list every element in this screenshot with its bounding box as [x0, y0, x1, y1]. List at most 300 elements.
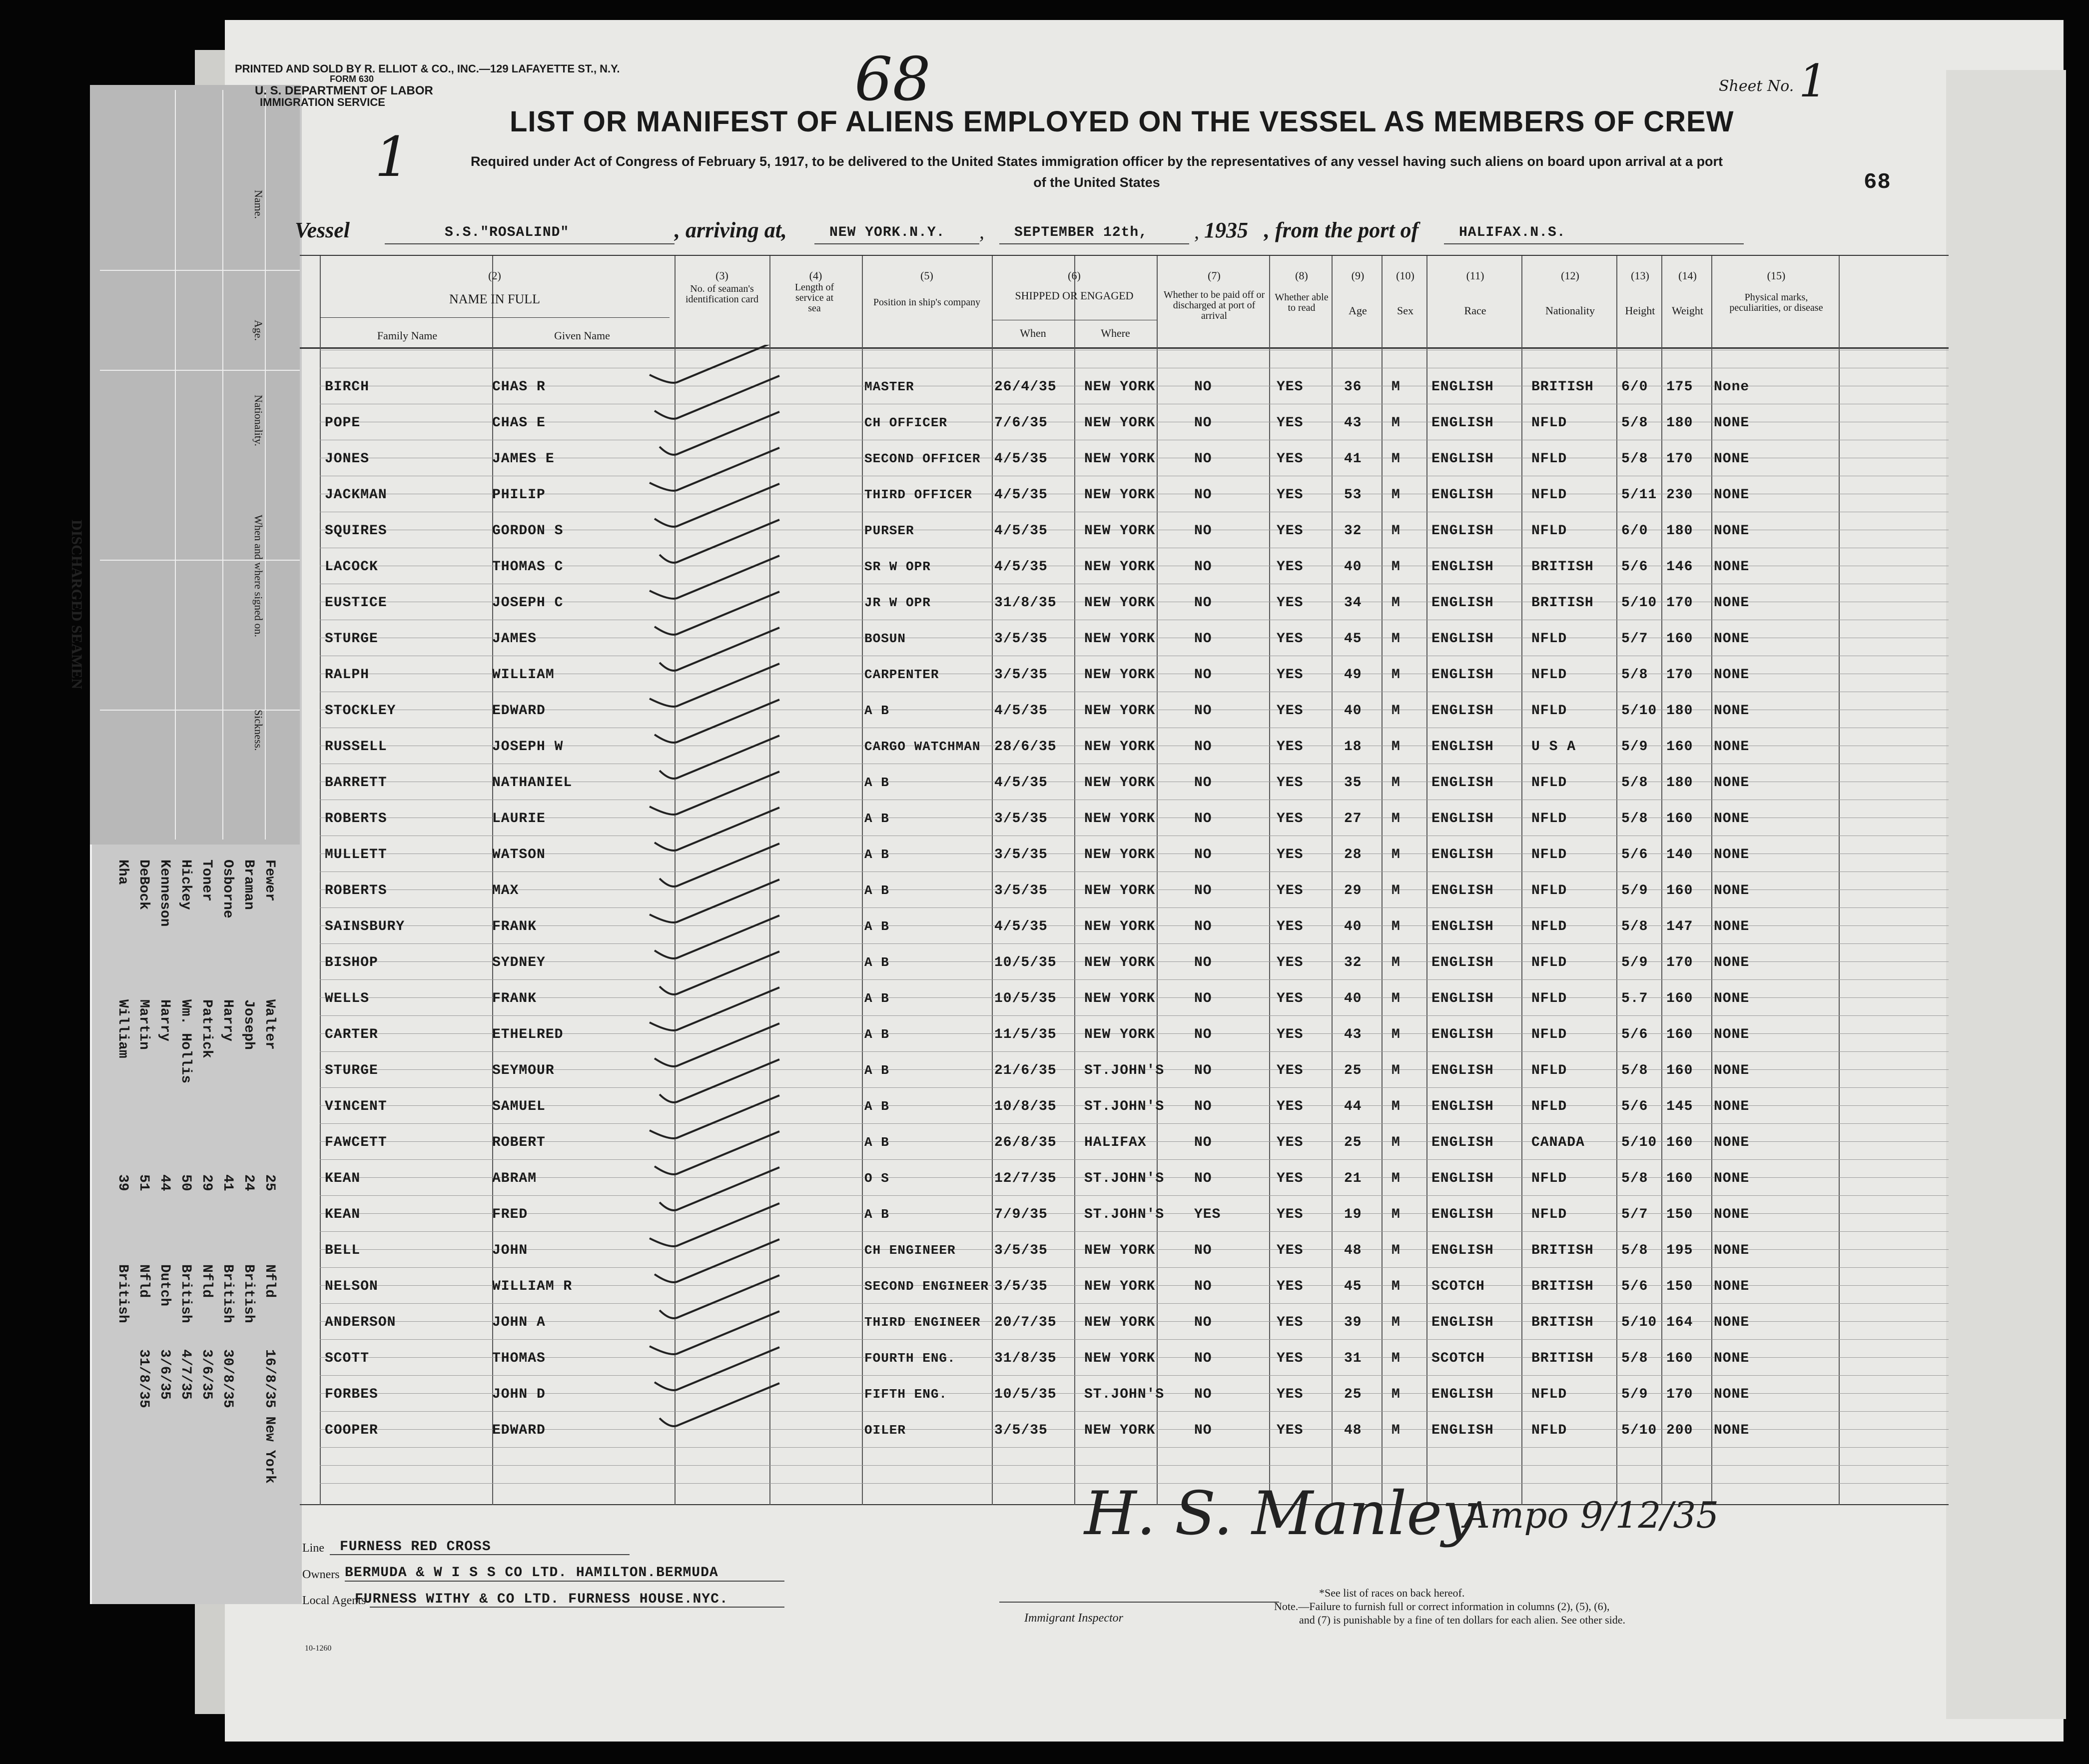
cell-shipped-where: NEW YORK [1084, 1351, 1156, 1366]
cell-height: 5/8 [1621, 919, 1648, 934]
cell-height: 5/6 [1621, 1027, 1648, 1042]
origin-port: HALIFAX.N.S. [1459, 225, 1566, 240]
cell-able-to-read: YES [1277, 487, 1304, 503]
cell-sex: M [1392, 703, 1400, 719]
cell-height: 5/8 [1621, 667, 1648, 683]
cell-shipped-where: NEW YORK [1084, 775, 1156, 791]
cell-shipped-where: NEW YORK [1084, 1243, 1156, 1258]
column-rule [320, 256, 321, 1505]
cell-paid-off: NO [1194, 775, 1212, 791]
note-line-2: and (7) is punishable by a fine of ten dollars for each alien. See other side. [1299, 1614, 1626, 1626]
cell-height: 5/6 [1621, 559, 1648, 575]
cell-able-to-read: YES [1277, 1351, 1304, 1366]
cell-height: 5/8 [1621, 1171, 1648, 1186]
cell-position: CH OFFICER [864, 415, 948, 430]
cell-weight: 180 [1666, 703, 1693, 719]
col-when: When [1020, 327, 1046, 339]
cell-height: 5/10 [1621, 1423, 1657, 1438]
cell-shipped-when: 4/5/35 [994, 487, 1048, 503]
cell-physical-marks: NONE [1714, 811, 1750, 827]
cell-sex: M [1392, 487, 1400, 503]
strip-entry-text: 31/8/35 [136, 1349, 151, 1408]
cell-shipped-when: 20/7/35 [994, 1315, 1057, 1330]
cell-position: A B [864, 1027, 889, 1042]
cell-paid-off: NO [1194, 667, 1212, 683]
cell-given-name: ROBERT [492, 1135, 546, 1150]
cell-position: BOSUN [864, 631, 906, 646]
strip-col-nationality: Nationality. [252, 395, 265, 447]
cell-paid-off: NO [1194, 559, 1212, 575]
vessel-underline [385, 243, 675, 244]
cell-nationality: NFLD [1531, 667, 1567, 683]
cell-paid-off: NO [1194, 1351, 1212, 1366]
cell-shipped-when: 3/5/35 [994, 631, 1048, 647]
cell-age: 36 [1344, 379, 1362, 395]
strip-entry [199, 1174, 231, 1191]
cell-sex: M [1392, 883, 1400, 898]
cell-given-name: JOSEPH W [492, 739, 564, 755]
cell-family-name: JONES [325, 451, 370, 467]
strip-entry-text: Fewer [262, 860, 277, 902]
agents-value: FURNESS WITHY & CO LTD. FURNESS HOUSE.NYC. [355, 1592, 728, 1607]
cell-race: ENGLISH [1431, 631, 1494, 647]
cell-sex: M [1392, 991, 1400, 1006]
cell-position: MASTER [864, 379, 914, 394]
strip-entry-text: 51 [136, 1174, 151, 1191]
cell-able-to-read: YES [1277, 883, 1304, 898]
sheet-number: 1 [1799, 55, 1828, 107]
strip-entry-text: 3/6/35 [157, 1349, 172, 1400]
cell-race: SCOTCH [1431, 1279, 1485, 1294]
cell-family-name: FORBES [325, 1387, 378, 1402]
cell-age: 32 [1344, 523, 1362, 539]
cell-physical-marks: NONE [1714, 919, 1750, 934]
cell-shipped-when: 4/5/35 [994, 703, 1048, 719]
cell-height: 5/9 [1621, 955, 1648, 970]
column-rule [1711, 256, 1712, 1505]
row-rule [320, 1123, 1949, 1124]
cell-weight: 180 [1666, 775, 1693, 791]
cell-paid-off: YES [1194, 1207, 1221, 1222]
strip-entry-text: Toner [199, 860, 214, 902]
col-nationality: Nationality [1545, 304, 1595, 317]
cell-family-name: VINCENT [325, 1099, 387, 1114]
cell-race: ENGLISH [1431, 415, 1494, 431]
cell-paid-off: NO [1194, 1135, 1212, 1150]
cell-given-name: NATHANIEL [492, 775, 573, 791]
cell-nationality: NFLD [1531, 1207, 1567, 1222]
cell-position: FIFTH ENG. [864, 1387, 948, 1402]
cell-family-name: STURGE [325, 1063, 378, 1078]
cell-paid-off: NO [1194, 1279, 1212, 1294]
discharged-stamp: DISCHARGED SEAMEN [68, 520, 85, 690]
col-height: Height [1625, 304, 1655, 317]
cell-nationality: CANADA [1531, 1135, 1585, 1150]
cell-able-to-read: YES [1277, 1135, 1304, 1150]
cell-weight: 160 [1666, 1135, 1693, 1150]
cell-physical-marks: NONE [1714, 595, 1750, 611]
cell-family-name: ROBERTS [325, 811, 387, 827]
cell-given-name: JOHN [492, 1243, 528, 1258]
owners-underline [345, 1581, 784, 1582]
col-physical-marks: Physical marks, peculiarities, or disease [1729, 292, 1823, 313]
col-name-in-full: NAME IN FULL [449, 292, 540, 306]
strip-entry-text: Martin [136, 999, 151, 1050]
cell-shipped-where: NEW YORK [1084, 631, 1156, 647]
cell-family-name: CARTER [325, 1027, 378, 1042]
id-card-checkmarks [630, 345, 839, 1504]
cell-paid-off: NO [1194, 919, 1212, 934]
strip-entry-text: 50 [178, 1174, 193, 1191]
col-seaman-id: No. of seaman's identification card [685, 283, 759, 305]
cell-able-to-read: YES [1277, 451, 1304, 467]
cell-physical-marks: NONE [1714, 559, 1750, 575]
arrival-year: 1935 [1204, 218, 1248, 242]
cell-age: 44 [1344, 1099, 1362, 1114]
cell-height: 5/10 [1621, 1315, 1657, 1330]
cell-able-to-read: YES [1277, 1315, 1304, 1330]
col-age: Age [1349, 304, 1367, 317]
cell-age: 25 [1344, 1387, 1362, 1402]
cell-shipped-where: NEW YORK [1084, 883, 1156, 898]
cell-physical-marks: NONE [1714, 667, 1750, 683]
cell-shipped-when: 21/6/35 [994, 1063, 1057, 1078]
cell-shipped-where: NEW YORK [1084, 919, 1156, 934]
races-note: *See list of races on back hereof. [1319, 1587, 1465, 1599]
cell-race: ENGLISH [1431, 559, 1494, 575]
cell-position: CARPENTER [864, 667, 939, 682]
cell-race: SCOTCH [1431, 1351, 1485, 1366]
cell-paid-off: NO [1194, 847, 1212, 863]
cell-nationality: BRITISH [1531, 379, 1594, 395]
cell-weight: 160 [1666, 811, 1693, 827]
cell-physical-marks: NONE [1714, 991, 1750, 1006]
cell-shipped-when: 3/5/35 [994, 1243, 1048, 1258]
cell-family-name: WELLS [325, 991, 370, 1006]
cell-age: 40 [1344, 703, 1362, 719]
cell-able-to-read: YES [1277, 1099, 1304, 1114]
cell-able-to-read: YES [1277, 667, 1304, 683]
cell-position: SR W OPR [864, 559, 931, 574]
cell-sex: M [1392, 919, 1400, 934]
cell-sex: M [1392, 1027, 1400, 1042]
col-13-number: (13) [1631, 269, 1649, 282]
cell-age: 49 [1344, 667, 1362, 683]
cell-family-name: EUSTICE [325, 595, 387, 611]
cell-paid-off: NO [1194, 595, 1212, 611]
cell-age: 48 [1344, 1243, 1362, 1258]
cell-nationality: BRITISH [1531, 1243, 1594, 1258]
checkmark [650, 345, 779, 383]
cell-height: 5/6 [1621, 847, 1648, 863]
cell-sex: M [1392, 559, 1400, 575]
strip-entry [136, 1174, 168, 1191]
cell-physical-marks: NONE [1714, 1243, 1750, 1258]
cell-height: 6/0 [1621, 379, 1648, 395]
cell-given-name: SEYMOUR [492, 1063, 555, 1078]
cell-race: ENGLISH [1431, 1207, 1494, 1222]
cell-sex: M [1392, 415, 1400, 431]
cell-nationality: NFLD [1531, 1027, 1567, 1042]
cell-physical-marks: NONE [1714, 451, 1750, 467]
signature-date: Ampo 9/12/35 [1464, 1494, 1719, 1536]
cell-sex: M [1392, 1315, 1400, 1330]
cell-age: 43 [1344, 1027, 1362, 1042]
sheet-label: Sheet No. [1719, 77, 1794, 95]
cell-family-name: STOCKLEY [325, 703, 396, 719]
strip-entry-text: 30/8/35 [220, 1349, 235, 1408]
cell-family-name: FAWCETT [325, 1135, 387, 1150]
cell-weight: 160 [1666, 1027, 1693, 1042]
cell-shipped-when: 12/7/35 [994, 1171, 1057, 1186]
strip-entry-text: Dutch [157, 1264, 172, 1307]
strip-entry-text: 25 [262, 1174, 277, 1191]
cell-given-name: SAMUEL [492, 1099, 546, 1114]
row-rule [320, 1375, 1949, 1376]
col-4-number: (4) [809, 269, 822, 282]
comma-2: , [1194, 220, 1199, 243]
table-top-rule [300, 255, 1949, 256]
cell-nationality: NFLD [1531, 883, 1567, 898]
cell-physical-marks: NONE [1714, 415, 1750, 431]
cell-weight: 170 [1666, 451, 1693, 467]
cell-given-name: WILLIAM [492, 667, 555, 683]
cell-age: 18 [1344, 739, 1362, 755]
cell-given-name: PHILIP [492, 487, 546, 503]
col-paid-off: Whether to be paid off or discharged at port of arrival [1163, 289, 1265, 321]
cell-nationality: NFLD [1531, 1063, 1567, 1078]
cell-sex: M [1392, 1099, 1400, 1114]
cell-shipped-when: 10/5/35 [994, 1387, 1057, 1402]
cell-shipped-where: NEW YORK [1084, 559, 1156, 575]
cell-able-to-read: YES [1277, 631, 1304, 647]
strip-entry [178, 1174, 210, 1191]
strip-entry-text: Walter [262, 999, 277, 1050]
cell-shipped-where: ST.JOHN'S [1084, 1207, 1165, 1222]
col-9-number: (9) [1351, 269, 1365, 282]
row-rule [320, 1339, 1949, 1340]
cell-age: 45 [1344, 1279, 1362, 1294]
cell-height: 5/6 [1621, 1099, 1648, 1114]
right-page-edge [1946, 70, 2066, 1719]
cell-shipped-where: NEW YORK [1084, 379, 1156, 395]
cell-able-to-read: YES [1277, 811, 1304, 827]
row-rule [320, 1267, 1949, 1268]
cell-position: A B [864, 991, 889, 1006]
date-underline [999, 243, 1189, 244]
row-rule [320, 979, 1949, 980]
cell-physical-marks: NONE [1714, 1423, 1750, 1438]
cell-family-name: MULLETT [325, 847, 387, 863]
cell-able-to-read: YES [1277, 1423, 1304, 1438]
cell-position: OILER [864, 1423, 906, 1438]
cell-family-name: KEAN [325, 1171, 361, 1186]
cell-shipped-where: NEW YORK [1084, 1279, 1156, 1294]
column-rule [1426, 256, 1427, 1505]
col-7-number: (7) [1208, 269, 1221, 282]
cell-able-to-read: YES [1277, 1243, 1304, 1258]
cell-physical-marks: NONE [1714, 631, 1750, 647]
inspector-line [999, 1602, 1279, 1603]
cell-nationality: NFLD [1531, 991, 1567, 1006]
cell-race: ENGLISH [1431, 811, 1494, 827]
row-rule [320, 1051, 1949, 1052]
cell-position: A B [864, 775, 889, 790]
cell-weight: 170 [1666, 955, 1693, 970]
from-port-label: , from the port of [1264, 218, 1419, 242]
manifest-subtitle-2: of the United States [1033, 175, 1160, 190]
strip-entry-text: Nfld [262, 1264, 277, 1298]
cell-family-name: ROBERTS [325, 883, 387, 898]
cell-family-name: POPE [325, 415, 361, 431]
column-rule [1269, 256, 1270, 1505]
cell-able-to-read: YES [1277, 1063, 1304, 1078]
cell-shipped-when: 11/5/35 [994, 1027, 1057, 1042]
col-race: Race [1464, 304, 1486, 317]
cell-paid-off: NO [1194, 451, 1212, 467]
cell-race: ENGLISH [1431, 1027, 1494, 1042]
line-label: Line [302, 1542, 324, 1555]
cell-race: ENGLISH [1431, 775, 1494, 791]
cell-weight: 160 [1666, 883, 1693, 898]
strip-entry-text: Joseph [241, 999, 256, 1050]
cell-height: 5/8 [1621, 811, 1648, 827]
cell-age: 32 [1344, 955, 1362, 970]
cell-weight: 145 [1666, 1099, 1693, 1114]
cell-shipped-when: 10/8/35 [994, 1099, 1057, 1114]
cell-paid-off: NO [1194, 523, 1212, 539]
cell-nationality: BRITISH [1531, 559, 1594, 575]
cell-weight: 160 [1666, 991, 1693, 1006]
cell-sex: M [1392, 1423, 1400, 1438]
cell-paid-off: NO [1194, 1243, 1212, 1258]
strip-entry [157, 1174, 189, 1191]
cell-given-name: ABRAM [492, 1171, 537, 1186]
cell-paid-off: NO [1194, 1387, 1212, 1402]
cell-age: 45 [1344, 631, 1362, 647]
cell-given-name: MAX [492, 883, 519, 898]
cell-given-name: WILLIAM R [492, 1279, 573, 1294]
cell-paid-off: NO [1194, 379, 1212, 395]
cell-given-name: FRANK [492, 919, 537, 934]
cell-sex: M [1392, 739, 1400, 755]
row-rule [320, 1159, 1949, 1160]
department: U. S. DEPARTMENT OF LABOR [255, 84, 433, 97]
cell-height: 5/8 [1621, 1063, 1648, 1078]
cell-shipped-where: NEW YORK [1084, 847, 1156, 863]
cell-weight: 160 [1666, 739, 1693, 755]
cell-height: 5/9 [1621, 883, 1648, 898]
cell-paid-off: NO [1194, 1423, 1212, 1438]
row-rule [320, 907, 1949, 908]
cell-given-name: JOSEPH C [492, 595, 564, 611]
cell-family-name: RALPH [325, 667, 370, 683]
strip-entry [262, 1174, 294, 1191]
column-rule [1382, 256, 1383, 1505]
cell-race: ENGLISH [1431, 595, 1494, 611]
cell-physical-marks: NONE [1714, 1279, 1750, 1294]
cell-shipped-where: NEW YORK [1084, 991, 1156, 1006]
cell-paid-off: NO [1194, 1315, 1212, 1330]
cell-shipped-where: HALIFAX [1084, 1135, 1147, 1150]
cell-height: 5/10 [1621, 703, 1657, 719]
strip-entry-text: Nfld [199, 1264, 214, 1298]
cell-given-name: ETHELRED [492, 1027, 564, 1042]
cell-weight: 150 [1666, 1279, 1693, 1294]
strip-col-signed-on: When and where signed on. [252, 515, 265, 637]
cell-nationality: U S A [1531, 739, 1576, 755]
cell-given-name: SYDNEY [492, 955, 546, 970]
cell-able-to-read: YES [1277, 415, 1304, 431]
manifest-title: LIST OR MANIFEST OF ALIENS EMPLOYED ON THE VESSEL AS MEMBERS OF CREW [510, 105, 1734, 138]
cell-shipped-when: 3/5/35 [994, 883, 1048, 898]
strip-col-sickness: Sickness. [252, 710, 265, 751]
cell-height: 5/8 [1621, 415, 1648, 431]
cell-shipped-where: NEW YORK [1084, 811, 1156, 827]
cell-nationality: NFLD [1531, 451, 1567, 467]
cell-nationality: NFLD [1531, 955, 1567, 970]
cell-shipped-when: 31/8/35 [994, 1351, 1057, 1366]
cell-physical-marks: NONE [1714, 1207, 1750, 1222]
cell-family-name: LACOCK [325, 559, 378, 575]
row-rule [320, 1303, 1949, 1304]
col-service-length: Length of service at sea [794, 282, 834, 314]
cell-able-to-read: YES [1277, 559, 1304, 575]
owners-label: Owners [302, 1568, 340, 1581]
cell-weight: 160 [1666, 1063, 1693, 1078]
cell-sex: M [1392, 667, 1400, 683]
cell-nationality: NFLD [1531, 1099, 1567, 1114]
cell-paid-off: NO [1194, 883, 1212, 898]
cell-shipped-where: NEW YORK [1084, 415, 1156, 431]
cell-shipped-when: 10/5/35 [994, 991, 1057, 1006]
cell-shipped-where: ST.JOHN'S [1084, 1099, 1165, 1114]
cell-given-name: GORDON S [492, 523, 564, 539]
cell-given-name: JAMES E [492, 451, 555, 467]
cell-family-name: BIRCH [325, 379, 370, 395]
cell-shipped-when: 10/5/35 [994, 955, 1057, 970]
cell-physical-marks: NONE [1714, 523, 1750, 539]
form-code: 10-1260 [305, 1644, 332, 1653]
cell-weight: 160 [1666, 1351, 1693, 1366]
cell-age: 28 [1344, 847, 1362, 863]
agents-label: Local Agents [302, 1594, 366, 1607]
cell-able-to-read: YES [1277, 1279, 1304, 1294]
column-rule [1332, 256, 1333, 1505]
cell-shipped-where: ST.JOHN'S [1084, 1063, 1165, 1078]
cell-family-name: JACKMAN [325, 487, 387, 503]
cell-shipped-when: 4/5/35 [994, 451, 1048, 467]
col-2-number: (2) [488, 269, 501, 282]
cell-age: 29 [1344, 883, 1362, 898]
owners-value: BERMUDA & W I S S CO LTD. HAMILTON.BERMUDA [345, 1565, 718, 1581]
cell-age: 31 [1344, 1351, 1362, 1366]
cell-nationality: NFLD [1531, 1423, 1567, 1438]
strip-entry [241, 1174, 273, 1191]
cell-weight: 230 [1666, 487, 1693, 503]
cell-race: ENGLISH [1431, 1171, 1494, 1186]
strip-entry-text: Kenneson [157, 860, 172, 927]
cell-nationality: NFLD [1531, 1387, 1567, 1402]
cell-height: 5/6 [1621, 1279, 1648, 1294]
cell-shipped-where: ST.JOHN'S [1084, 1387, 1165, 1402]
cell-race: ENGLISH [1431, 379, 1494, 395]
cell-physical-marks: NONE [1714, 883, 1750, 898]
cell-family-name: KEAN [325, 1207, 361, 1222]
cell-age: 35 [1344, 775, 1362, 791]
cell-shipped-where: NEW YORK [1084, 955, 1156, 970]
cell-nationality: NFLD [1531, 415, 1567, 431]
